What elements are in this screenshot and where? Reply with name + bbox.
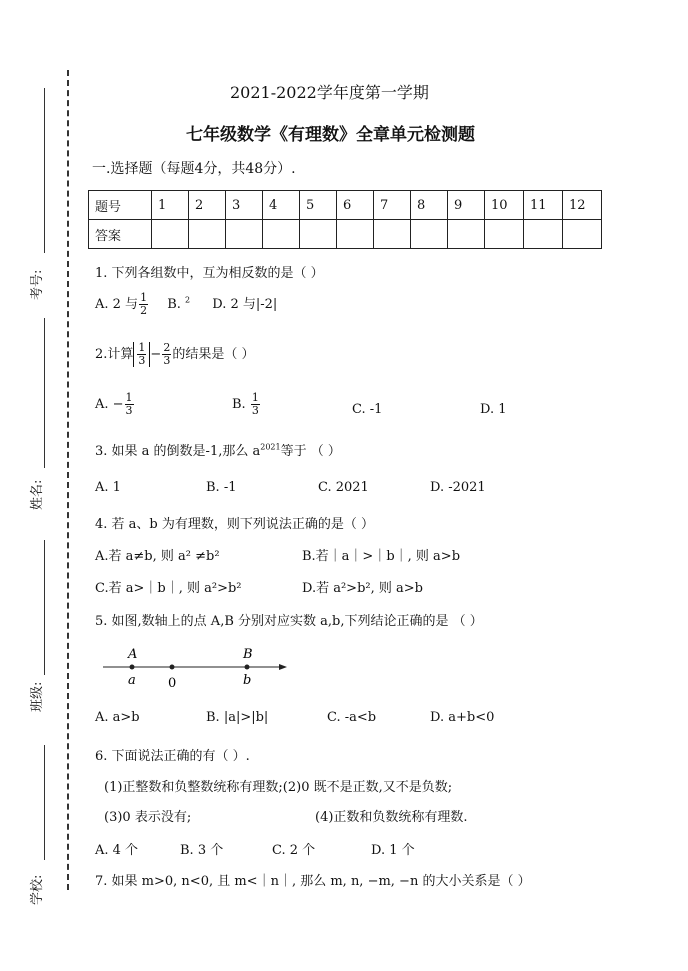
q2-option-a: A. − $\frac{1}{3}$ — [95, 391, 133, 417]
q7-stem: 7. 如果 m>0, n<0, 且 m<｜n｜, 那么 m, n, −m, −n 的大小关系是（ ） — [95, 874, 531, 889]
q3-stem: 3. 如果 a 的倒数是-1,那么 $a^{2021}$等于 （ ） — [95, 442, 341, 459]
point-b — [245, 665, 250, 670]
q5-option-b: B. |a|>|b| — [206, 710, 269, 725]
q1-option-d: D. 2 与|-2| — [212, 297, 278, 312]
q4-option-a: A.若 a≠b, 则 a² ≠b² — [95, 549, 220, 564]
fraction: $\frac{1}{2}$ — [140, 291, 148, 317]
q5-stem: 5. 如图,数轴上的点 A,B 分别对应实数 a,b,下列结论正确的是 （ ） — [95, 614, 483, 629]
q3-option-d: D. -2021 — [430, 480, 486, 495]
q4-option-c: C.若 a>｜b｜, 则 a²>b² — [95, 581, 242, 596]
table-cell: 9 — [448, 191, 485, 220]
answer-cell[interactable] — [485, 220, 524, 249]
point-a — [130, 665, 135, 670]
number-line-figure — [95, 640, 305, 696]
answer-cell[interactable] — [374, 220, 411, 249]
q6-option-b: B. 3 个 — [180, 843, 224, 858]
answer-cell[interactable] — [563, 220, 602, 249]
table-cell: 10 — [485, 191, 524, 220]
table-cell: 6 — [337, 191, 374, 220]
label-b: b — [243, 673, 252, 688]
absolute-value — [133, 342, 150, 367]
q5-option-a: A. a>b — [95, 710, 140, 725]
q3-option-a: A. 1 — [95, 480, 121, 495]
fraction: $\frac{2}{3}$ — [163, 341, 171, 367]
table-row — [89, 191, 602, 220]
q1-option-b: B. $^2$ — [167, 295, 191, 312]
q6-option-d: D. 1 个 — [371, 843, 415, 858]
label-zero: 0 — [168, 676, 177, 691]
table-cell: 题号 — [89, 191, 152, 220]
arrow-head-icon — [279, 664, 287, 670]
answer-table — [88, 190, 602, 249]
answer-cell[interactable] — [226, 220, 263, 249]
q3-option-c: C. 2021 — [318, 480, 369, 495]
table-cell: 12 — [563, 191, 602, 220]
q5-option-c: C. -a<b — [327, 710, 377, 725]
q6-option-c: C. 2 个 — [272, 843, 316, 858]
q6-statement-3: (3)0 表示没有; — [104, 810, 192, 825]
q6-statement-1-2: (1)正整数和负整数统称有理数;(2)0 既不是正数,又不是负数; — [104, 780, 453, 795]
table-cell: 8 — [411, 191, 448, 220]
q4-option-d: D.若 a²>b², 则 a>b — [302, 581, 423, 596]
answer-cell[interactable] — [337, 220, 374, 249]
class-line — [44, 540, 45, 675]
table-cell: 4 — [263, 191, 300, 220]
q1-stem: 1. 下列各组数中，互为相反数的是（ ） — [95, 266, 324, 281]
table-row — [89, 220, 602, 249]
fraction: $\frac{1}{3}$ — [125, 391, 133, 417]
binding-dashed-line — [67, 70, 69, 890]
q2-option-b: B. $\frac{1}{3}$ — [232, 391, 259, 417]
answer-cell[interactable] — [300, 220, 337, 249]
fraction: $\frac{1}{3}$ — [138, 341, 146, 367]
name-label: 姓名: — [30, 479, 45, 510]
exam-no-line — [44, 88, 45, 253]
q1-option-a: A. 2 与 — [95, 297, 139, 312]
q2-stem: 2.计算 $\frac{1}{3}$ − $\frac{2}{3}$ 的结果是（ ） — [95, 341, 255, 367]
table-cell: 2 — [189, 191, 226, 220]
term-title: 2021-2022学年度第一学期 — [230, 83, 429, 102]
q2-option-c: C. -1 — [352, 402, 383, 417]
school-label: 学校: — [30, 874, 45, 905]
q2-option-d: D. 1 — [480, 402, 507, 417]
page-title: 七年级数学《有理数》全章单元检测题 — [186, 125, 475, 145]
q4-option-b: B.若｜a｜>｜b｜, 则 a>b — [302, 549, 461, 564]
q4-stem: 4. 若 a、b 为有理数，则下列说法正确的是（ ） — [95, 517, 375, 532]
q3-option-b: B. -1 — [206, 480, 237, 495]
school-line — [44, 745, 45, 860]
answer-cell[interactable] — [411, 220, 448, 249]
q6-option-a: A. 4 个 — [95, 843, 139, 858]
table-cell: 1 — [152, 191, 189, 220]
label-A: A — [128, 647, 138, 662]
answer-cell[interactable] — [448, 220, 485, 249]
q5-option-d: D. a+b<0 — [430, 710, 495, 725]
table-cell: 7 — [374, 191, 411, 220]
class-label: 班级: — [30, 681, 45, 712]
answer-cell[interactable] — [152, 220, 189, 249]
answer-cell[interactable] — [524, 220, 563, 249]
name-line — [44, 318, 45, 468]
answer-cell[interactable] — [263, 220, 300, 249]
point-zero — [170, 665, 175, 670]
table-cell: 5 — [300, 191, 337, 220]
section-heading: 一.选择题（每题4分，共48分）. — [92, 161, 296, 177]
q6-statement-4: (4)正数和负数统称有理数. — [315, 810, 468, 825]
label-B: B — [243, 647, 253, 662]
table-cell: 答案 — [89, 220, 152, 249]
table-cell: 11 — [524, 191, 563, 220]
table-cell: 3 — [226, 191, 263, 220]
answer-cell[interactable] — [189, 220, 226, 249]
q6-stem: 6. 下面说法正确的有（ ）. — [95, 749, 250, 764]
q1-options — [95, 292, 277, 317]
fraction: $\frac{1}{3}$ — [251, 391, 259, 417]
exam-no-label: 考号: — [30, 269, 45, 300]
label-a: a — [128, 673, 136, 688]
